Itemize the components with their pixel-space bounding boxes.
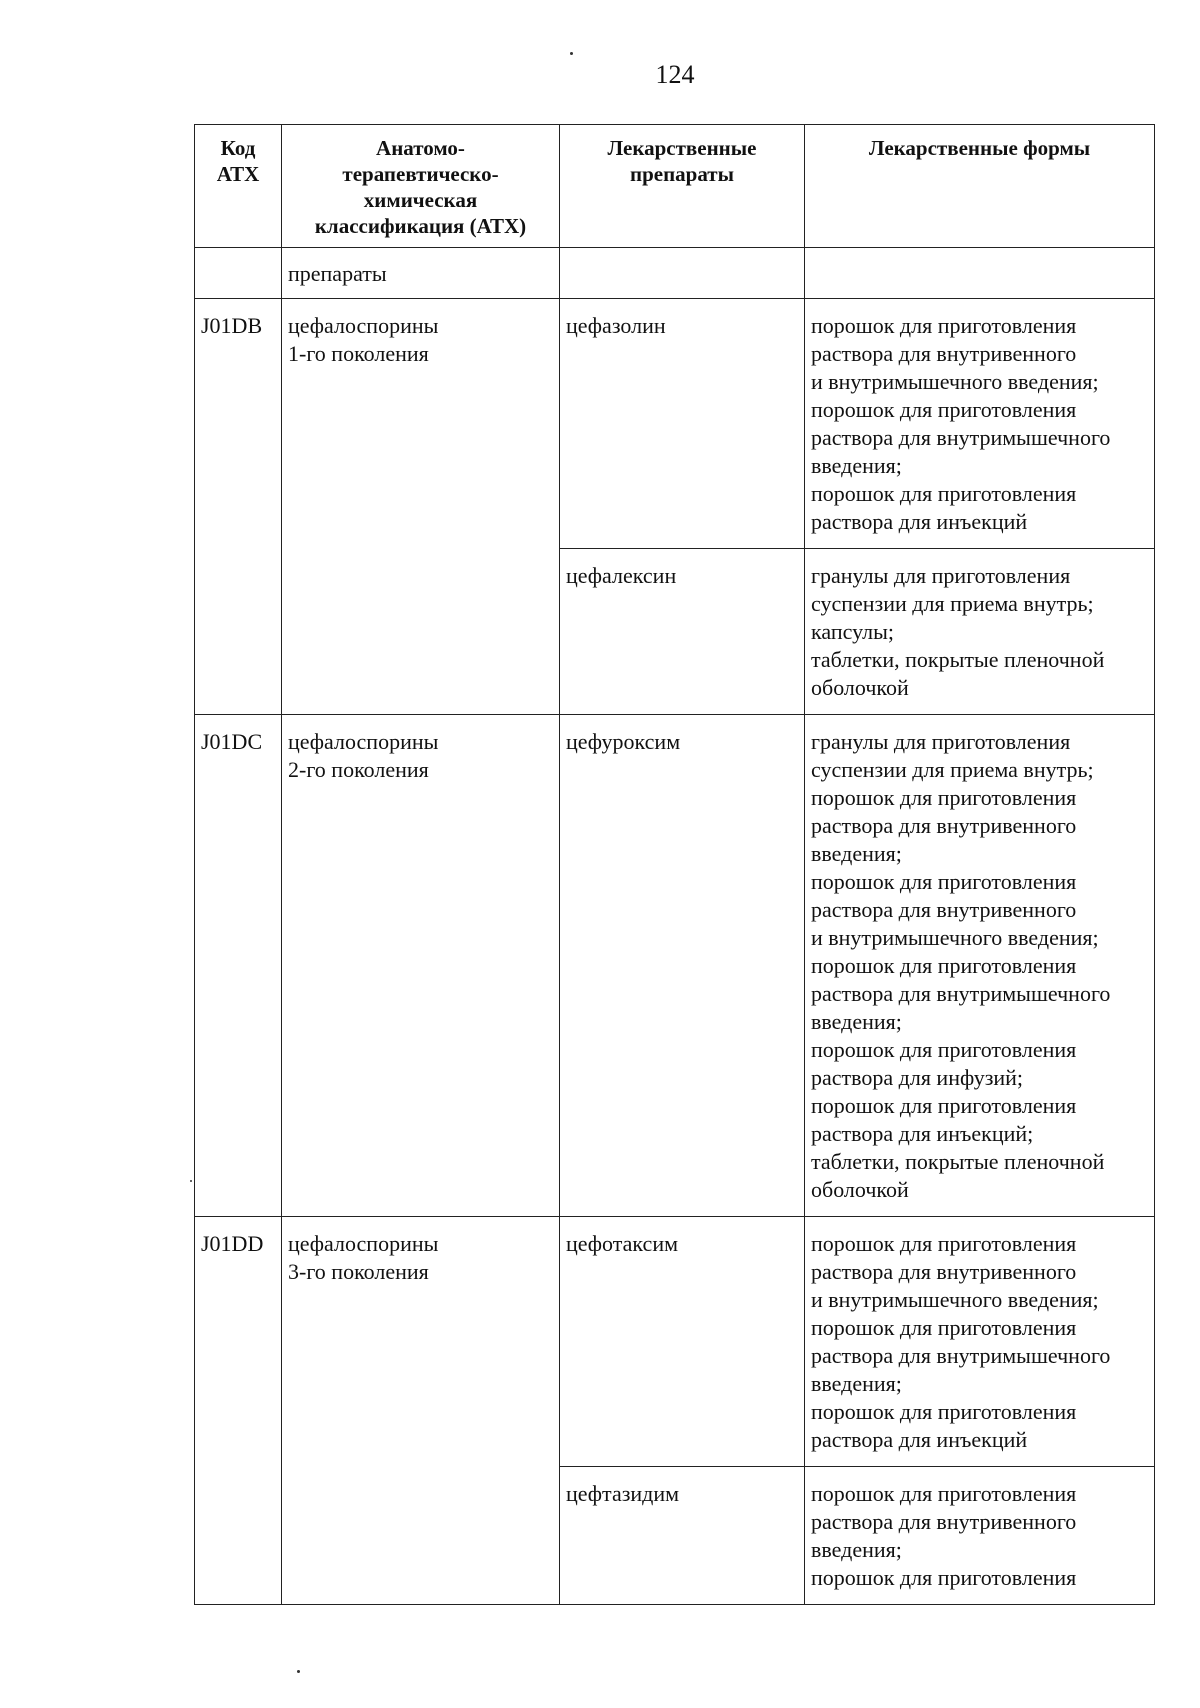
dosage-form-line: и внутримышечного введения; [811, 925, 1099, 950]
scan-speck [190, 1180, 192, 1182]
dosage-form-line: раствора для инфузий; [811, 1065, 1024, 1090]
dosage-form-line: суспензии для приема внутрь; [811, 757, 1094, 782]
dosage-form-line: порошок для приготовления [811, 1565, 1077, 1590]
table-row [195, 299, 1155, 549]
drug-name-cell: цефуроксим [560, 715, 805, 1217]
page-number: 124 [655, 60, 695, 89]
dosage-form-line: порошок для приготовления [811, 1399, 1077, 1424]
dosage-form-line: раствора для внутримышечного [811, 981, 1111, 1006]
dosage-form-line: введения; [811, 1537, 902, 1562]
dosage-form-line: капсулы; [811, 619, 894, 644]
dosage-form-line: введения; [811, 1371, 902, 1396]
dosage-form-line: раствора для инъекций; [811, 1121, 1034, 1146]
dosage-form-line: порошок для приготовления [811, 1037, 1077, 1062]
dosage-form-line: порошок для приготовления [811, 1315, 1077, 1340]
dosage-form-line: таблетки, покрытые пленочной [811, 1149, 1105, 1174]
dosage-form-line: раствора для внутримышечного [811, 1343, 1111, 1368]
atx-code-cell: J01DD [195, 1217, 282, 1605]
dosage-form-line: гранулы для приготовления [811, 563, 1071, 588]
dosage-form-line: раствора для внутривенного [811, 1509, 1077, 1534]
dosage-form-line: раствора для внутривенного [811, 341, 1077, 366]
dosage-form-line: введения; [811, 453, 902, 478]
dosage-form-line: порошок для приготовления [811, 953, 1077, 978]
drug-cell [560, 248, 805, 299]
dosage-form-line: введения; [811, 1009, 902, 1034]
table-row [195, 1217, 1155, 1467]
dosage-forms-cell [805, 299, 1155, 549]
dosage-form-line: раствора для внутривенного [811, 813, 1077, 838]
dosage-form-line: порошок для приготовления [811, 869, 1077, 894]
dosage-form-line: порошок для приготовления [811, 397, 1077, 422]
classification-cell [282, 1217, 560, 1605]
atx-code-cell: J01DB [195, 299, 282, 715]
classification-line: цефалоспорины [288, 1231, 439, 1256]
dosage-form-line: раствора для внутривенного [811, 1259, 1077, 1284]
drug-name-cell: цефалексин [560, 549, 805, 715]
dosage-form-line: раствора для внутривенного [811, 897, 1077, 922]
dosage-form-line: раствора для внутримышечного [811, 425, 1111, 450]
code-cell [195, 248, 282, 299]
dosage-form-line: раствора для инъекций [811, 1427, 1028, 1452]
table-header-row [195, 125, 1155, 248]
drug-name-cell: цефазолин [560, 299, 805, 549]
dosage-form-line: таблетки, покрытые пленочной [811, 647, 1105, 672]
header-forms: Лекарственные формы [805, 125, 1155, 248]
header-classification: Анатомо- терапевтическо- химическая классификация (АТХ) [282, 125, 560, 248]
dosage-form-line: порошок для приготовления [811, 1481, 1077, 1506]
classification-cell [282, 299, 560, 715]
drug-name-cell: цефотаксим [560, 1217, 805, 1467]
classification-line: цефалоспорины [288, 313, 439, 338]
header-drugs: Лекарственные препараты [560, 125, 805, 248]
dosage-form-line: оболочкой [811, 1177, 909, 1202]
dosage-form-line: суспензии для приема внутрь; [811, 591, 1094, 616]
classification-cell [282, 715, 560, 1217]
dosage-form-line: введения; [811, 841, 902, 866]
drug-name-cell: цефтазидим [560, 1467, 805, 1605]
dosage-forms-cell [805, 1217, 1155, 1467]
classification-line: 3-го поколения [288, 1259, 429, 1284]
header-code: Код АТХ [195, 125, 282, 248]
dosage-form-line: раствора для инъекций [811, 509, 1028, 534]
classification-line: цефалоспорины [288, 729, 439, 754]
scan-speck [570, 52, 573, 55]
dosage-form-line: и внутримышечного введения; [811, 1287, 1099, 1312]
dosage-forms-cell [805, 549, 1155, 715]
table-row [195, 715, 1155, 1217]
classification-cell: препараты [282, 248, 560, 299]
atx-table [194, 124, 1155, 1605]
dosage-form-line: порошок для приготовления [811, 481, 1077, 506]
dosage-form-line: гранулы для приготовления [811, 729, 1071, 754]
forms-cell [805, 248, 1155, 299]
scan-speck [297, 1670, 300, 1673]
classification-line: 1-го поколения [288, 341, 429, 366]
dosage-form-line: оболочкой [811, 675, 909, 700]
continuation-row [195, 248, 1155, 299]
dosage-forms-cell [805, 715, 1155, 1217]
dosage-form-line: порошок для приготовления [811, 1093, 1077, 1118]
dosage-forms-cell [805, 1467, 1155, 1605]
dosage-form-line: порошок для приготовления [811, 313, 1077, 338]
dosage-form-line: порошок для приготовления [811, 1231, 1077, 1256]
dosage-form-line: и внутримышечного введения; [811, 369, 1099, 394]
atx-code-cell: J01DC [195, 715, 282, 1217]
dosage-form-line: порошок для приготовления [811, 785, 1077, 810]
classification-line: 2-го поколения [288, 757, 429, 782]
